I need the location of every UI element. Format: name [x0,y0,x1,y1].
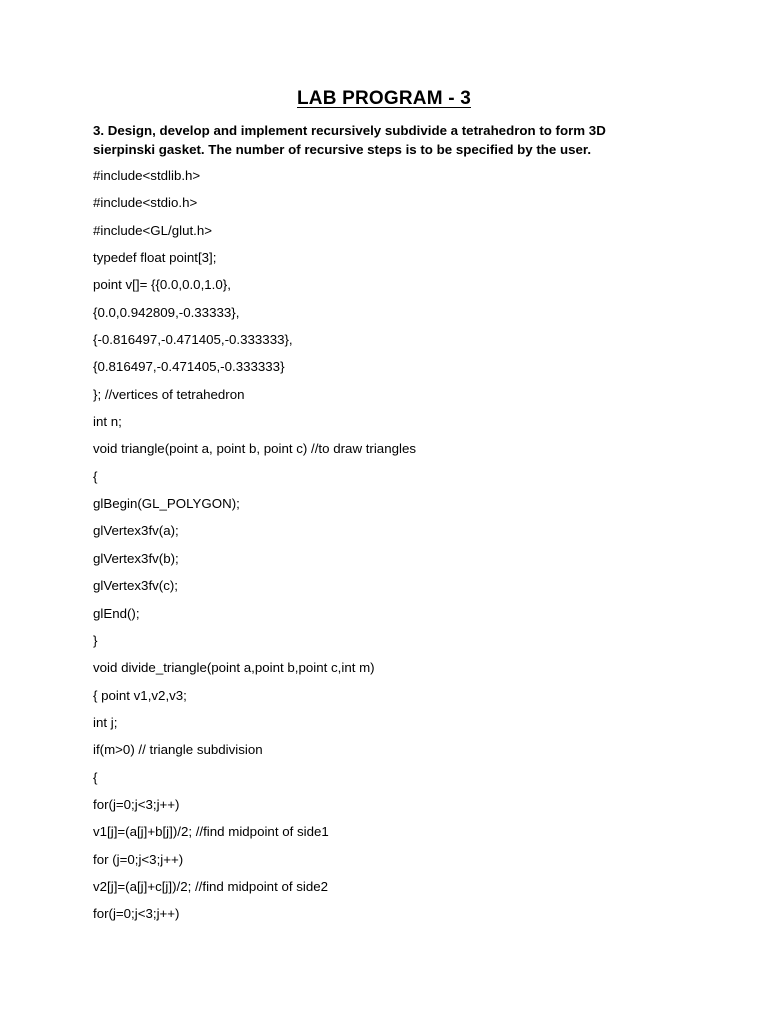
code-line: #include<GL/glut.h> [93,222,213,238]
code-line: } [93,632,98,648]
code-line: typedef float point[3]; [93,250,217,266]
code-line: { [93,468,98,484]
code-line: {-0.816497,-0.471405,-0.333333}, [93,332,293,348]
code-line: glEnd(); [93,605,140,621]
code-line: void divide_triangle(point a,point b,point c,int m) [93,660,375,676]
code-line: }; //vertices of tetrahedron [93,386,245,402]
code-line: point v[]= {{0.0,0.0,1.0}, [93,277,231,293]
code-line: glVertex3fv(c); [93,578,178,594]
page-title: LAB PROGRAM - 3 [297,88,471,109]
code-line: for(j=0;j<3;j++) [93,906,180,922]
code-line: if(m>0) // triangle subdivision [93,742,263,758]
question-text: 3. Design, develop and implement recursively subdivide a tetrahedron to form 3D sierpinski gasket. The number of recursive steps is to be specified by the user. [93,123,606,157]
code-line: {0.0,0.942809,-0.33333}, [93,304,240,320]
code-listing [93,166,713,932]
code-line: v1[j]=(a[j]+b[j])/2; //find midpoint of side1 [93,824,329,840]
code-line: for (j=0;j<3;j++) [93,851,184,867]
code-line: #include<stdlib.h> [93,168,201,183]
code-line: #include<stdio.h> [93,195,198,211]
code-line: v2[j]=(a[j]+c[j])/2; //find midpoint of side2 [93,878,329,894]
code-line: int j; [93,714,118,730]
code-line: glBegin(GL_POLYGON); [93,496,240,512]
code-line: { [93,769,98,785]
code-line: { point v1,v2,v3; [93,687,187,703]
code-line: {0.816497,-0.471405,-0.333333} [93,359,285,375]
code-line: int n; [93,414,122,430]
code-line: glVertex3fv(a); [93,523,179,539]
code-line: glVertex3fv(b); [93,550,179,566]
code-line: void triangle(point a, point b, point c) //to draw triangles [93,441,416,457]
code-line: for(j=0;j<3;j++) [93,796,180,812]
